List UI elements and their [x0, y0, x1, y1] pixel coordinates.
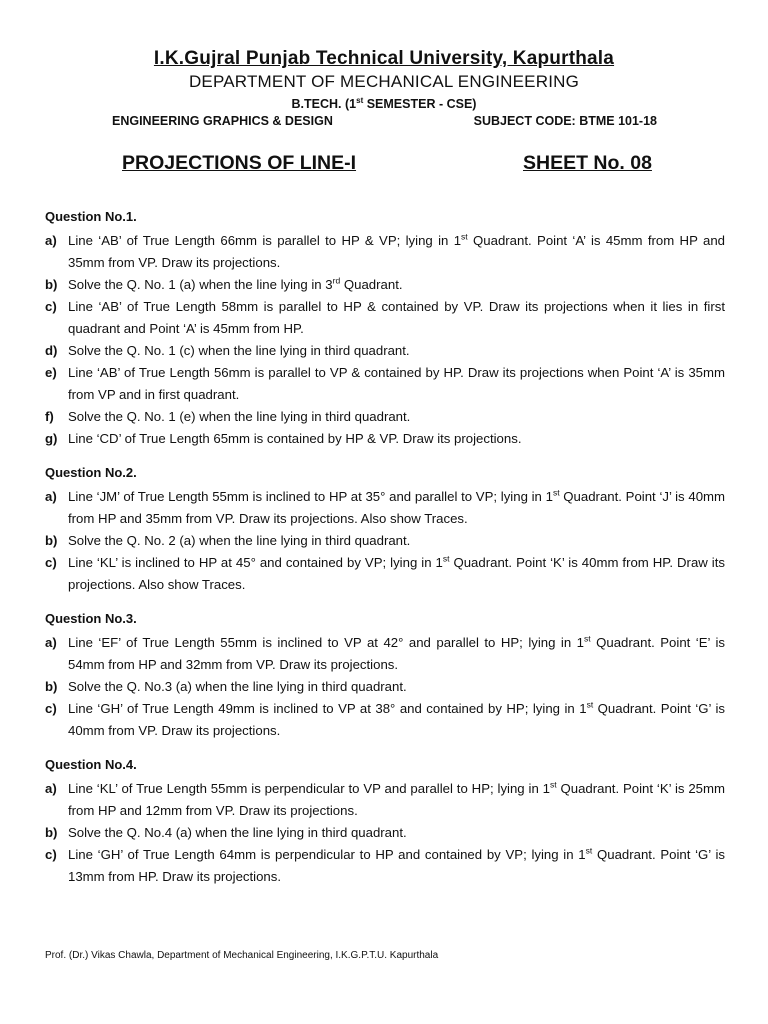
question-block [45, 756, 725, 888]
question-item [45, 822, 725, 844]
ordinal-suffix: st [461, 231, 468, 242]
question-item [45, 552, 725, 596]
item-label: a) [45, 781, 57, 796]
item-text: Solve the Q. No.3 (a) when the line lying in third quadrant. [68, 679, 407, 694]
department-title: DEPARTMENT OF MECHANICAL ENGINEERING [188, 72, 580, 91]
item-text: Line ‘GH’ of True Length 64mm is perpendicular to HP and contained by VP; lying in 1 [68, 847, 586, 862]
item-text: Solve the Q. No. 1 (c) when the line lying in third quadrant. [68, 343, 410, 358]
item-label: f) [45, 409, 54, 424]
course-line [0, 96, 768, 111]
item-text: Solve the Q. No.4 (a) when the line lying in third quadrant. [68, 825, 407, 840]
item-text: Line ‘GH’ of True Length 49mm is inclined to VP at 38° and contained by HP; lying in 1 [68, 701, 587, 716]
item-text: Line ‘KL’ is inclined to HP at 45° and contained by VP; lying in 1 [68, 555, 443, 570]
item-label: b) [45, 277, 58, 292]
item-label: b) [45, 679, 58, 694]
question-heading: Question No.2. [45, 465, 137, 480]
question-item [45, 778, 725, 822]
question-block [45, 464, 725, 596]
question-item [45, 340, 725, 362]
question-item [45, 274, 725, 296]
university-title: I.K.Gujral Punjab Technical University, Kapurthala [153, 48, 615, 69]
subject-code: SUBJECT CODE: BTME 101-18 [473, 114, 657, 128]
subject-name: ENGINEERING GRAPHICS & DESIGN [112, 114, 333, 128]
item-text: Solve the Q. No. 2 (a) when the line lying in third quadrant. [68, 533, 411, 548]
item-text: Line ‘CD’ of True Length 65mm is contained by HP & VP. Draw its projections. [68, 431, 522, 446]
question-heading: Question No.1. [45, 209, 137, 224]
question-item [45, 296, 725, 340]
item-text: Quadrant. Point ‘K’ is 25mm from HP and 12mm from VP. Draw its projections. [68, 781, 725, 818]
course-sup: st [356, 96, 364, 105]
item-text: Quadrant. Point ‘K’ is 40mm from HP. Draw its projections. Also show Traces. [68, 555, 725, 592]
question-heading: Question No.4. [45, 757, 137, 772]
item-text: Quadrant. Point ‘E’ is 54mm from HP and 32mm from VP. Draw its projections. [68, 635, 725, 672]
item-label: d) [45, 343, 58, 358]
item-text: Quadrant. [340, 277, 403, 292]
item-text: Line ‘AB’ of True Length 56mm is parallel to VP & contained by HP. Draw its projections when Point ‘A’ is 35mm from VP and in first quadrant. [68, 365, 725, 402]
item-text: Quadrant. Point ‘G’ is 40mm from VP. Draw its projections. [68, 701, 725, 738]
item-label: c) [45, 299, 57, 314]
ordinal-suffix: st [442, 553, 450, 564]
question-item [45, 406, 725, 428]
question-item [45, 428, 725, 450]
question-item [45, 632, 725, 676]
question-item [45, 698, 725, 742]
ordinal-suffix: st [585, 845, 593, 856]
item-label: c) [45, 701, 57, 716]
sheet-title: PROJECTIONS OF LINE-I [122, 152, 357, 174]
ordinal-suffix: st [584, 633, 591, 644]
item-text: Solve the Q. No. 1 (e) when the line lying in third quadrant. [68, 409, 411, 424]
ordinal-suffix: st [586, 699, 594, 710]
item-text: Line ‘AB’ of True Length 58mm is parallel to HP & contained by VP. Draw its projections when it lies in first quadrant and Point ‘A’ is 45mm from HP. [68, 299, 725, 336]
item-text: Quadrant. Point ‘J’ is 40mm from HP and 35mm from VP. Draw its projections. Also show Traces. [68, 489, 726, 526]
item-text: Line ‘EF’ of True Length 55mm is inclined to VP at 42° and parallel to HP; lying in 1 [68, 635, 585, 650]
item-text: Line ‘JM’ of True Length 55mm is inclined to HP at 35° and parallel to VP; lying in 1 [68, 489, 553, 504]
question-item [45, 362, 725, 406]
item-text: Solve the Q. No. 1 (a) when the line lying in 3 [68, 277, 333, 292]
question-item [45, 230, 725, 274]
item-label: b) [45, 533, 58, 548]
item-label: a) [45, 635, 57, 650]
ordinal-suffix: rd [332, 275, 341, 286]
questions-section [45, 208, 725, 902]
item-text: Line ‘AB’ of True Length 66mm is parallel to HP & VP; lying in 1 [68, 233, 462, 248]
ordinal-suffix: st [552, 487, 560, 498]
question-block [45, 208, 725, 450]
item-text: Quadrant. Point ‘G’ is 13mm from HP. Draw its projections. [68, 847, 725, 884]
subject-line [112, 114, 657, 128]
item-label: g) [45, 431, 58, 446]
course-suffix: SEMESTER - CSE) [363, 97, 477, 112]
item-label: c) [45, 847, 57, 862]
item-label: e) [45, 365, 57, 380]
sheet-number: SHEET No. 08 [523, 152, 652, 174]
question-item [45, 486, 725, 530]
question-block [45, 610, 725, 742]
footer-credit: Prof. (Dr.) Vikas Chawla, Department of Mechanical Engineering, I.K.G.P.T.U. Kapurthala [45, 950, 439, 961]
item-text: Quadrant. Point ‘A’ is 45mm from HP and 35mm from VP. Draw its projections. [68, 233, 725, 270]
item-label: c) [45, 555, 57, 570]
question-item [45, 676, 725, 698]
ordinal-suffix: st [549, 779, 557, 790]
course-prefix: B.TECH. (1 [291, 97, 357, 112]
item-label: a) [45, 489, 57, 504]
question-item [45, 844, 725, 888]
question-heading: Question No.3. [45, 611, 137, 626]
question-item [45, 530, 725, 552]
item-label: b) [45, 825, 58, 840]
item-text: Line ‘KL’ of True Length 55mm is perpendicular to VP and parallel to HP; lying in 1 [68, 781, 550, 796]
item-label: a) [45, 233, 57, 248]
